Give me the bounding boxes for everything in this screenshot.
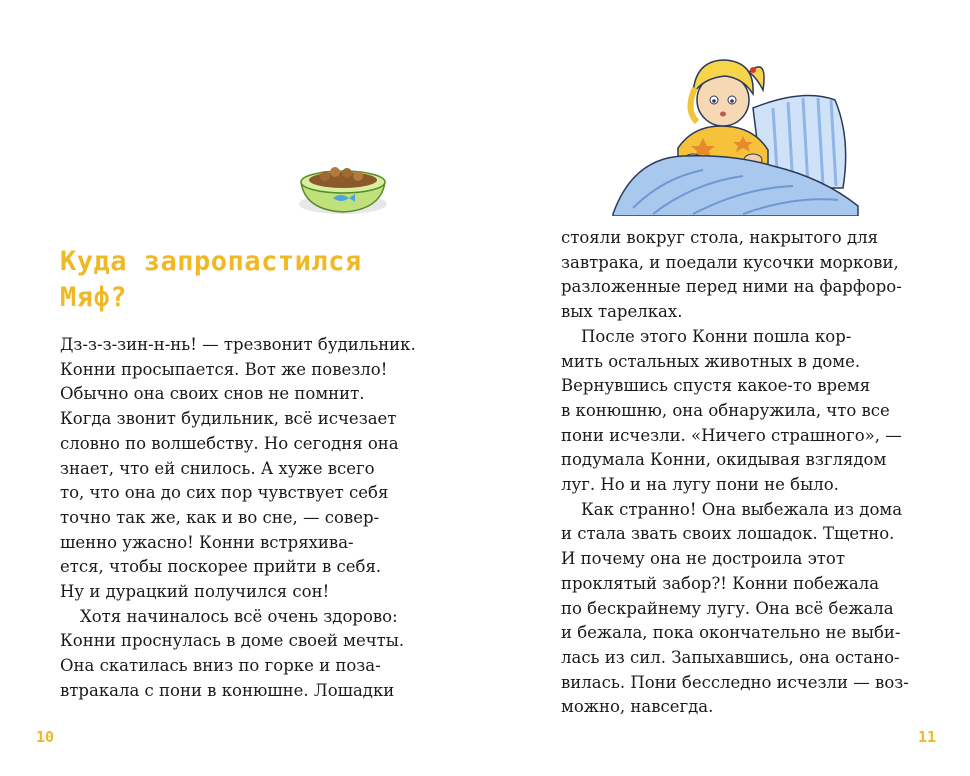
text-line: точно так же, как и во сне, — совер- [60,507,380,527]
chapter-title [60,244,362,316]
text-line: лась из сил. Запыхавшись, она остано- [561,647,900,667]
text-line: и стала звать своих лошадок. Тщетно. [561,524,895,544]
text-line: завтрака, и поедали кусочки моркови, [561,252,899,272]
text-line: стояли вокруг стола, накрытого для [561,228,879,247]
text-line: Дз-з-з-зин-н-нь! — трезвонит будильник. [60,335,416,354]
text-line: Обычно она своих снов не помнит. [60,384,365,404]
text-line: Вернувшись спустя какое-то время [561,376,871,396]
text-line: Конни проснулась в доме своей мечты. [60,631,405,651]
text-line: Хотя начиналось всё очень здорово: [80,606,398,626]
text-line: по бескрайнему лугу. Она всё бежала [561,598,894,618]
chapter-title-line: Мяф? [60,282,128,313]
text-line: вых тарелках. [561,302,683,322]
right-page-text [561,226,911,720]
text-line: луг. Но и на лугу пони не было. [561,475,839,495]
pet-bowl-illustration [295,152,391,218]
text-line: словно по волшебству. Но сегодня она [60,433,399,453]
page-number-left: 10 [36,728,55,746]
chapter-title-line: Куда запропастился [60,246,362,277]
text-line: Конни просыпается. Вот же повезло! [60,359,388,379]
text-line: Как странно! Она выбежала из дома [581,499,903,519]
left-page-text [60,333,416,704]
text-line: подумала Конни, окидывая взглядом [561,450,887,470]
text-line: то, что она до сих пор чувствует себя [60,483,389,503]
text-line: мить остальных животных в доме. [561,351,861,371]
text-line: Когда звонит будильник, всё исчезает [60,409,397,429]
text-line: разложенные перед ними на фарфоро- [561,277,902,297]
text-line: После этого Конни пошла кор- [581,326,852,346]
text-line: вилась. Пони бесследно исчезли — воз- [561,672,909,692]
text-line: Она скатилась вниз по горке и поза- [60,656,381,676]
text-line: Ну и дурацкий получился сон! [60,582,330,602]
page-number-right: 11 [918,728,937,746]
text-line: можно, навсегда. [561,697,714,717]
text-line: шенно ужасно! Конни встряхива- [60,532,354,552]
girl-in-bed-illustration [603,38,863,216]
text-line: втракала с пони в конюшне. Лошадки [60,680,395,700]
text-line: знает, что ей снилось. А хуже всего [60,458,375,478]
text-line: пони исчезли. «Ничего страшного», — [561,425,902,445]
text-line: И почему она не достроила этот [561,549,845,569]
text-line: в конюшню, она обнаружила, что все [561,400,890,420]
text-line: и бежала, пока окончательно не выби- [561,623,901,643]
text-line: проклятый забор?! Конни побежала [561,573,880,593]
text-line: ется, чтобы поскорее прийти в себя. [60,557,382,577]
right-page [485,0,970,776]
